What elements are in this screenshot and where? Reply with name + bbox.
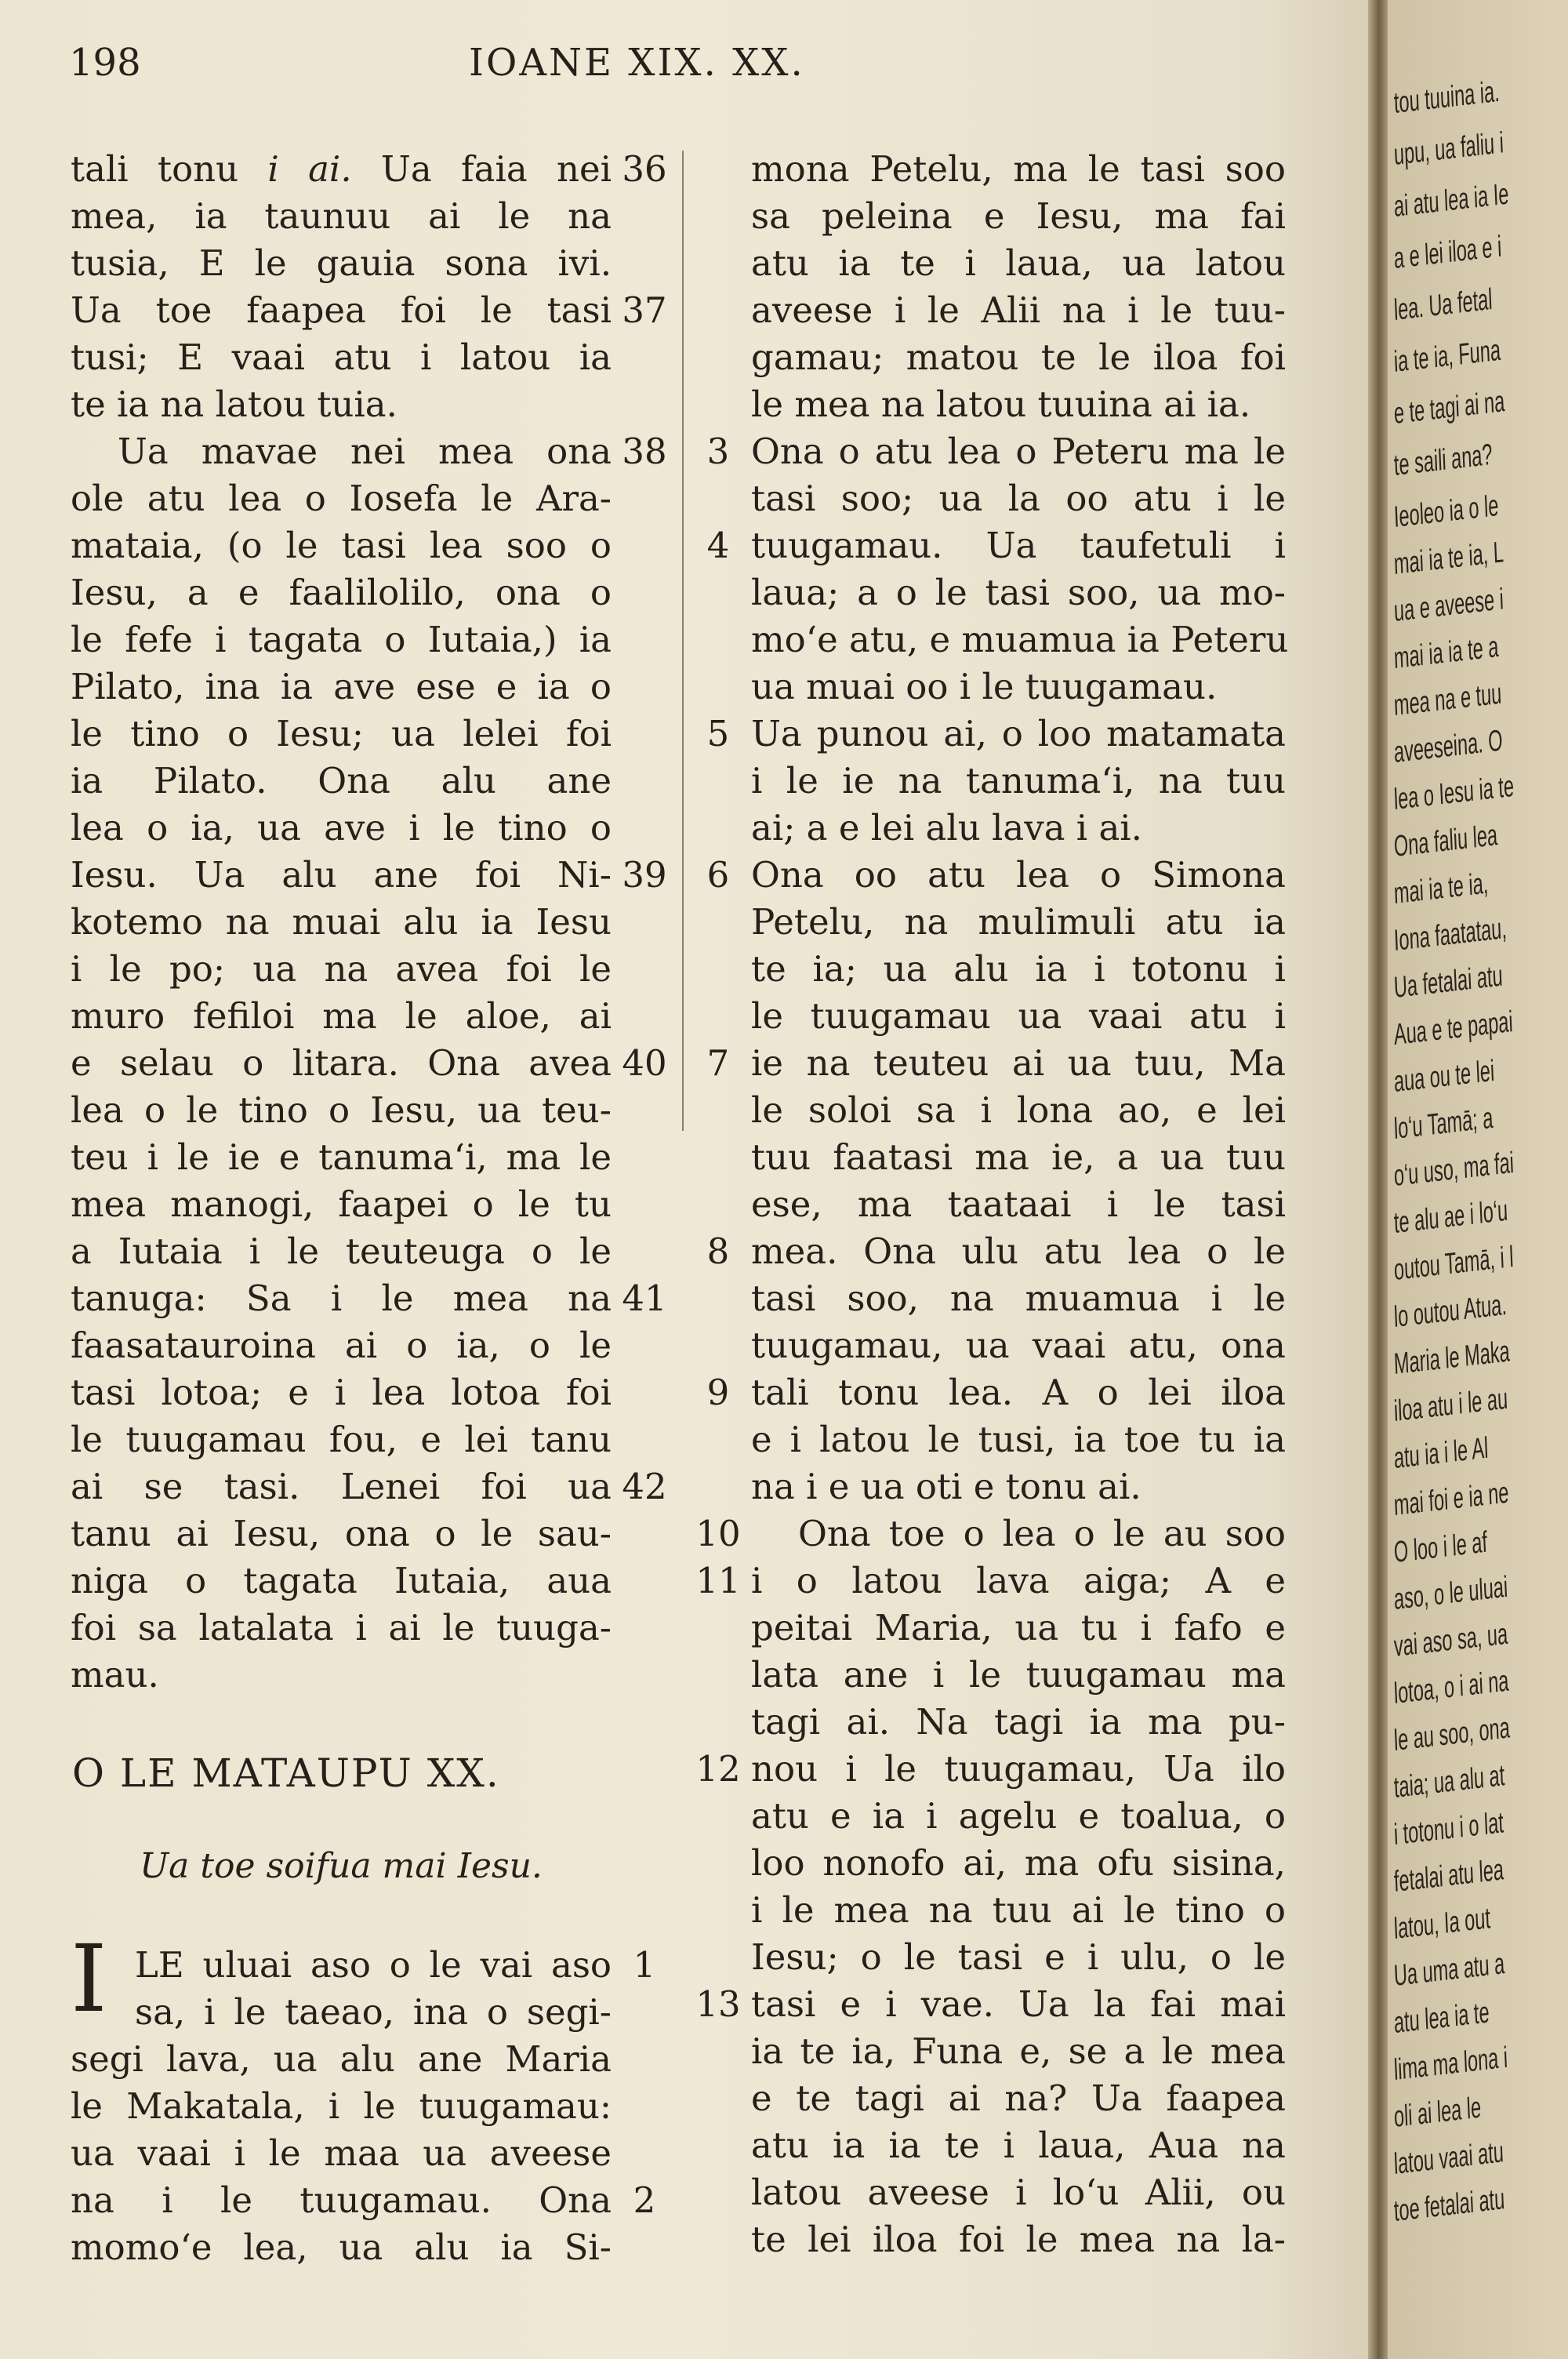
verse-number: 10 — [695, 1513, 741, 1554]
text-line: aveese i le Alii na i le tuu- — [751, 289, 1286, 331]
text-line: Iesu, a e faalilolilo, ona o — [71, 572, 612, 613]
text-line: le tino o Iesu; ua lelei foi — [71, 713, 612, 754]
facing-page-line: Ona faliu lea — [1393, 819, 1498, 863]
facing-page-line: o‘u uso, ma fai — [1393, 1146, 1515, 1193]
text-line: Iesu. Ua alu ane foi Ni- — [71, 854, 612, 896]
text-line: mea. Ona ulu atu lea o le — [751, 1230, 1286, 1272]
facing-page-line: iloa atu i le au — [1393, 1382, 1508, 1428]
facing-page-line: le au soo, ona — [1393, 1711, 1511, 1757]
facing-page-line: upu, ua faliu i — [1393, 126, 1504, 172]
facing-page-line: atu ia i le Al — [1393, 1431, 1490, 1475]
facing-page-line: Ua uma atu a — [1393, 1947, 1506, 1993]
verse-number: 40 — [622, 1042, 667, 1084]
facing-page-line: latou, Ia out — [1393, 1902, 1491, 1946]
facing-page-line: oli ai lea le — [1393, 2091, 1482, 2134]
text-line: mona Petelu, ma le tasi soo — [751, 148, 1286, 190]
text-line: lea o ia, ua ave i le tino o — [71, 807, 612, 849]
facing-page-line: latou vaai atu — [1393, 2135, 1504, 2181]
text-line: atu ia ia te i laua, Aua na — [751, 2125, 1286, 2166]
text-line: tasi soo; ua la oo atu i le — [751, 478, 1286, 519]
text-line: tanu ai Iesu, ona o le sau- — [71, 1513, 612, 1554]
text-line: momo‘e lea, ua alu ia Si- — [71, 2226, 612, 2268]
facing-page-line: vai aso sa, ua — [1393, 1617, 1508, 1663]
facing-page-line: mai ia te ia, — [1393, 867, 1490, 911]
text-line: tasi e i vae. Ua la fai mai — [751, 1983, 1286, 2025]
facing-page-line: ia te ia, Funa — [1393, 333, 1501, 379]
facing-page-line: mai ia ia te a — [1393, 631, 1500, 675]
facing-page-line: Iona faatatau, — [1393, 911, 1508, 958]
text-line: e i latou le tusi, ia toe tu ia — [751, 1419, 1286, 1460]
facing-page-line: Maria le Maka — [1393, 1335, 1511, 1381]
verse-number: 41 — [622, 1278, 667, 1319]
text-line: e selau o litara. Ona avea — [71, 1042, 612, 1084]
text-line: tali tonu i ai. Ua faia nei — [71, 148, 612, 190]
facing-page-line: Aua e te papai — [1393, 1005, 1514, 1052]
facing-page-line: ai atu lea ia Ie — [1393, 177, 1510, 224]
facing-page-line: i totonu i o lat — [1393, 1806, 1504, 1852]
verse-number: 4 — [706, 525, 730, 566]
verse-number: 42 — [622, 1466, 667, 1507]
text-line: Ona toe o lea o le au soo — [798, 1513, 1286, 1554]
facing-page-line: aso, o le uluai — [1393, 1570, 1508, 1616]
facing-page-line: lea. Ua fetal — [1393, 282, 1494, 327]
text-line: tasi lotoa; e i lea lotoa foi — [71, 1372, 612, 1413]
verse-number: 12 — [695, 1748, 741, 1790]
text-line: muro fefiloi ma le aloe, ai — [71, 995, 612, 1037]
text-line: e te tagi ai na? Ua faapea — [751, 2077, 1286, 2119]
text-line: gamau; matou te le iloa foi — [751, 336, 1286, 378]
facing-page-line: taia; ua alu at — [1393, 1759, 1506, 1805]
facing-page-line: te saili ana? — [1393, 438, 1494, 482]
column-divider — [682, 151, 684, 1131]
text-line: tuu faatasi ma ie, a ua tuu — [751, 1136, 1286, 1178]
text-line: tasi soo, na muamua i le — [751, 1278, 1286, 1319]
italic-text: i ai. — [267, 148, 352, 190]
text-line: sa peleina e Iesu, ma fai — [751, 195, 1286, 237]
text-line: ia te ia, Funa e, se a le mea — [751, 2030, 1286, 2072]
drop-cap: I — [71, 1925, 107, 2033]
facing-page-line: lea o Iesu ia te — [1393, 769, 1515, 816]
verse-number: 39 — [622, 854, 667, 896]
text-line: latou aveese i lo‘u Alii, ou — [751, 2172, 1286, 2213]
verse-number: 5 — [706, 713, 730, 754]
verse-number: 7 — [706, 1042, 730, 1084]
facing-page-line: e te tagi ai na — [1393, 385, 1506, 431]
text-line: ole atu lea o Iosefa le Ara- — [71, 478, 612, 519]
verse-number: 9 — [706, 1372, 730, 1413]
text-line: tusi; E vaai atu i latou ia — [71, 336, 612, 378]
facing-page-line: lo‘u Tamā; a — [1393, 1101, 1494, 1146]
text-line: Iesu; o le tasi e i ulu, o le — [751, 1936, 1286, 1978]
text-line: i le po; ua na avea foi le — [71, 948, 612, 990]
text-line: ua vaai i le maa ua aveese — [71, 2132, 612, 2174]
text-line: tuugamau. Ua taufetuli i — [751, 525, 1286, 566]
book-gutter — [1368, 0, 1388, 2359]
text-line: Pilato, ina ia ave ese e ia o — [71, 666, 612, 707]
text-line: lea o le tino o Iesu, ua teu- — [71, 1089, 612, 1131]
facing-page-line: Ua fetalai atu — [1393, 959, 1504, 1005]
text-line: mo‘e atu, e muamua ia Peteru — [751, 619, 1289, 660]
facing-page-line: a e lei iloa e i — [1393, 230, 1503, 275]
facing-page-line: lotoa, o i ai na — [1393, 1664, 1510, 1710]
facing-page-line: toe fetalai atu — [1393, 2183, 1506, 2228]
facing-page — [1388, 0, 1568, 2359]
text-line: Petelu, na mulimuli atu ia — [751, 901, 1286, 943]
verse-number: 11 — [695, 1560, 741, 1601]
text-line: le fefe i tagata o Iutaia,) ia — [71, 619, 612, 660]
text-line: LE uluai aso o le vai aso — [135, 1944, 612, 1986]
facing-page-line: ua e aveese i — [1393, 583, 1504, 628]
text-line: le soloi sa i lona ao, e lei — [751, 1089, 1286, 1131]
verse-number: 8 — [706, 1230, 730, 1272]
facing-page-line: lo outou Atua. — [1393, 1288, 1508, 1334]
text-line: te lei iloa foi le mea na la- — [751, 2219, 1286, 2260]
text-line: Ua toe faapea foi le tasi — [71, 289, 612, 331]
text-line: tanuga: Sa i le mea na — [71, 1278, 612, 1319]
text-line: atu ia te i laua, ua latou — [751, 242, 1286, 284]
facing-page-line: mai ia te ia, L — [1393, 536, 1504, 581]
text-line: mau. — [71, 1654, 159, 1696]
running-head: IOANE XIX. XX. — [469, 41, 805, 85]
text-line: na i e ua oti e tonu ai. — [751, 1466, 1142, 1507]
text-line: niga o tagata Iutaia, aua — [71, 1560, 612, 1601]
text-line: le tuugamau fou, e lei tanu — [71, 1419, 612, 1460]
text-line: mataia, (o le tasi lea soo o — [71, 525, 612, 566]
facing-page-line: mai foi e ia ne — [1393, 1476, 1510, 1522]
text-line: i le mea na tuu ai le tino o — [751, 1889, 1286, 1931]
verse-number: 2 — [633, 2179, 656, 2221]
text-line: atu e ia i agelu e toalua, o — [751, 1795, 1286, 1837]
text-line: faasatauroina ai o ia, o le — [71, 1325, 612, 1366]
text-line: peitai Maria, ua tu i fafo e — [751, 1607, 1286, 1648]
facing-page-line: atu lea ia te — [1393, 1996, 1490, 2040]
text-line: Ona oo atu lea o Simona — [751, 854, 1286, 896]
facing-page-line: mea na e tuu — [1393, 677, 1503, 722]
facing-page-line: lima ma lona i — [1393, 2041, 1508, 2087]
text-line: tali tonu lea. A o lei iloa — [751, 1372, 1286, 1413]
facing-page-line: Ieoleo ia o le — [1393, 489, 1500, 534]
text-line: loo nonofo ai, ma ofu sisina, — [751, 1842, 1286, 1884]
text-line: foi sa latalata i ai le tuuga- — [71, 1607, 612, 1648]
text-line: te ia na latou tuia. — [71, 383, 397, 425]
text-line: le Makatala, i le tuugamau: — [71, 2085, 612, 2127]
text-line: tusia, E le gauia sona ivi. — [71, 242, 612, 284]
text-line: segi lava, ua alu ane Maria — [71, 2038, 612, 2080]
text-line: na i le tuugamau. Ona — [71, 2179, 612, 2221]
verse-number: 1 — [633, 1944, 656, 1986]
text-line: Ona o atu lea o Peteru ma le — [751, 431, 1286, 472]
facing-page-line: tou tuuina ia. — [1393, 75, 1501, 120]
text-line: te ia; ua alu ia i totonu i — [751, 948, 1286, 990]
chapter-title: O LE MATAUPU XX. — [72, 1750, 500, 1796]
text-line: ese, ma taataai i le tasi — [751, 1183, 1286, 1225]
facing-page-line: te alu ae i lo‘u — [1393, 1194, 1508, 1240]
chapter-summary: Ua toe soifua mai Iesu. — [140, 1846, 543, 1886]
text-line: Ua mavae nei mea ona — [118, 431, 612, 472]
text-line: tuugamau, ua vaai atu, ona — [751, 1325, 1286, 1366]
verse-number: 3 — [706, 431, 730, 472]
text-line: laua; a o le tasi soo, ua mo- — [751, 572, 1286, 613]
text-line: ua muai oo i le tuugamau. — [751, 666, 1218, 707]
text-line: a Iutaia i le teuteuga o le — [71, 1230, 612, 1272]
verse-number: 37 — [622, 289, 667, 331]
text-line: ia Pilato. Ona alu ane — [71, 760, 612, 801]
facing-page-line: aua ou te lei — [1393, 1054, 1495, 1099]
facing-page-line: outou Tamā, i l — [1393, 1240, 1515, 1287]
text-line: mea manogi, faapei o le tu — [71, 1183, 612, 1225]
verse-number: 13 — [695, 1983, 741, 2025]
facing-page-line: aveeseina. O — [1393, 724, 1504, 769]
text-line: sa, i le taeao, ina o segi- — [135, 1991, 612, 2033]
verse-number: 36 — [622, 148, 667, 190]
text-line: lata ane i le tuugamau ma — [751, 1654, 1286, 1696]
verse-number: 6 — [706, 854, 730, 896]
text-line: i o latou lava aiga; A e — [751, 1560, 1286, 1601]
verse-number: 38 — [622, 431, 667, 472]
text-line: ai; a e lei alu lava i ai. — [751, 807, 1142, 849]
facing-page-line: fetalai atu lea — [1393, 1853, 1504, 1899]
facing-page-line: O loo i le af — [1393, 1525, 1488, 1569]
text-line: ai se tasi. Lenei foi ua — [71, 1466, 612, 1507]
text-line: le mea na latou tuuina ai ia. — [751, 383, 1251, 425]
text-line: nou i le tuugamau, Ua ilo — [751, 1748, 1286, 1790]
text-line: tagi ai. Na tagi ia ma pu- — [751, 1701, 1286, 1743]
text-line: mea, ia taunuu ai le na — [71, 195, 612, 237]
text-line: ie na teuteu ai ua tuu, Ma — [751, 1042, 1286, 1084]
text-line: i le ie na tanuma‘i, na tuu — [751, 760, 1286, 801]
text-line: Ua punou ai, o loo matamata — [751, 713, 1286, 754]
text-line: le tuugamau ua vaai atu i — [751, 995, 1286, 1037]
text-line: teu i le ie e tanuma‘i, ma le — [71, 1136, 612, 1178]
page-number: 198 — [69, 41, 141, 85]
text-line: kotemo na muai alu ia Iesu — [71, 901, 612, 943]
